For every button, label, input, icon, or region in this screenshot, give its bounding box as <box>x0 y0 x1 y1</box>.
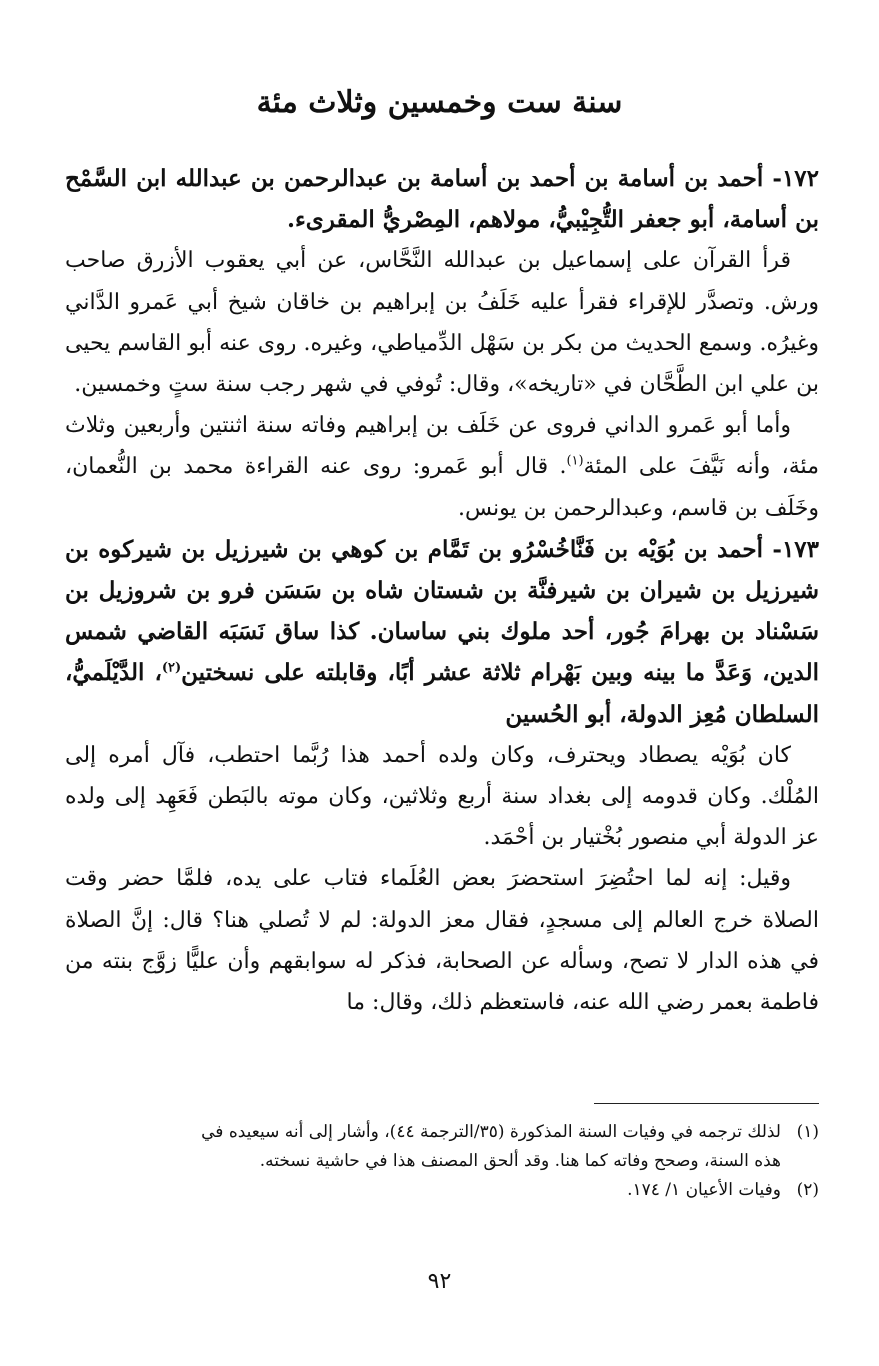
footnote-divider <box>594 1103 819 1104</box>
heading-text: ، الدَّيْلَميُّ، السلطان مُعِز الدولة، أبو الحُسين <box>65 659 819 728</box>
paragraph: وقيل: إنه لما احتُضِرَ استحضرَ بعض العُلَماء فتاب على يده، فلمَّا حضر وقت الصلاة خرج العالم إلى مسجدٍ، فقال معز الدولة: لم لا تُصلي هنا؟ قال: إنَّ الصلاة في هذه الدار لا تصح، وسأله عن الصحابة، فذكر له سوابقهم وأن عليًّا زوَّج بنته من فاطمة بعمر رضي الله عنه، فاستعظم ذلك، وقال: ما <box>65 866 819 1016</box>
footnote-number: (٢) <box>796 1180 819 1200</box>
footnote-number: (١) <box>796 1122 819 1142</box>
entry-heading <box>65 529 819 735</box>
heading-text: ١٧٣- أحمد بن بُوَيْه بن فَنَّاخُسْرُو بن تَمَّام بن كوهي بن شيرزيل بن شيركوه بن شيرزيل بن شيران بن شيرفنَّة بن شستان شاه بن سَسَن فرو بن شروزيل بن سَسْناد بن بهرامَ جُور، أحد ملوك بني ساسان. كذا ساق نَسَبَه القاضي شمس الدين، وَعَدَّ ما بينه وبين بَهْرام ثلاثة عشر أبًا، وقابلته على نسختين <box>65 535 819 687</box>
footnote-text: وفيات الأعيان ١/ ١٧٤. <box>627 1180 781 1200</box>
main-text <box>65 158 819 1023</box>
paragraph: كان بُوَيْه يصطاد ويحترف، وكان ولده أحمد هذا رُبَّما احتطب، فآل أمره إلى المُلْك. وكان قدومه إلى بغداد سنة أربع وثلاثين، وكان موته بالبَطن فَعَهِد إلى ولده عز الدولة أبي منصور بُخْتيار بن أحْمَد. <box>65 742 819 851</box>
footnote <box>65 1176 819 1205</box>
paragraph: قرأ القرآن على إسماعيل بن عبدالله النَّحَّاس، عن أبي يعقوب الأزرق صاحب ورش. وتصدَّر للإقراء فقرأ عليه خَلَفُ بن إبراهيم بن خاقان شيخ أبي عَمرو الدَّاني وغيرُه. وسمع الحديث من بكر بن سَهْل الدِّمياطي، وغيره. روى عنه أبو القاسم يحيى بن علي ابن الطَّحَّان في «تاريخه»، وقال: تُوفي في شهر رجب سنة ستٍ وخمسين. <box>65 248 819 398</box>
footnote-continuation: هذه السنة، وصحح وفاته كما هنا. وقد ألحق المصنف هذا في حاشية نسخته. <box>259 1151 781 1171</box>
footnote-text: لذلك ترجمه في وفيات السنة المذكورة (٣٥/الترجمة ٤٤)، وأشار إلى أنه سيعيده في <box>201 1122 781 1142</box>
page-title: سنة ست وخمسين وثلاث مئة <box>256 85 623 120</box>
footnote-ref[interactable]: (١) <box>566 454 584 470</box>
paragraph <box>65 405 819 529</box>
entry-heading: ١٧٢- أحمد بن أسامة بن أحمد بن أسامة بن عبدالرحمن بن عبدالله ابن السَّمْح بن أسامة، أبو جعفر التُّجِيْبيُّ، مولاهم، المِصْريُّ المقرىء. <box>65 165 819 234</box>
paragraph-text: . قال أبو عَمرو: روى عنه القراءة محمد بن النُّعمان، وخَلَف بن قاسم، وعبدالرحمن بن يونس. <box>65 454 819 521</box>
paragraph-text: وأما أبو عَمرو الداني فروى عن خَلَف بن إبراهيم وفاته سنة اثنتين وأربعين وثلاث مئة، وأنه نَيَّفَ على المئة <box>65 413 819 480</box>
footnote-ref[interactable]: (٢) <box>161 660 182 676</box>
footnote <box>65 1118 819 1147</box>
page-number: ٩٢ <box>427 1269 452 1294</box>
footnotes <box>65 1118 819 1205</box>
